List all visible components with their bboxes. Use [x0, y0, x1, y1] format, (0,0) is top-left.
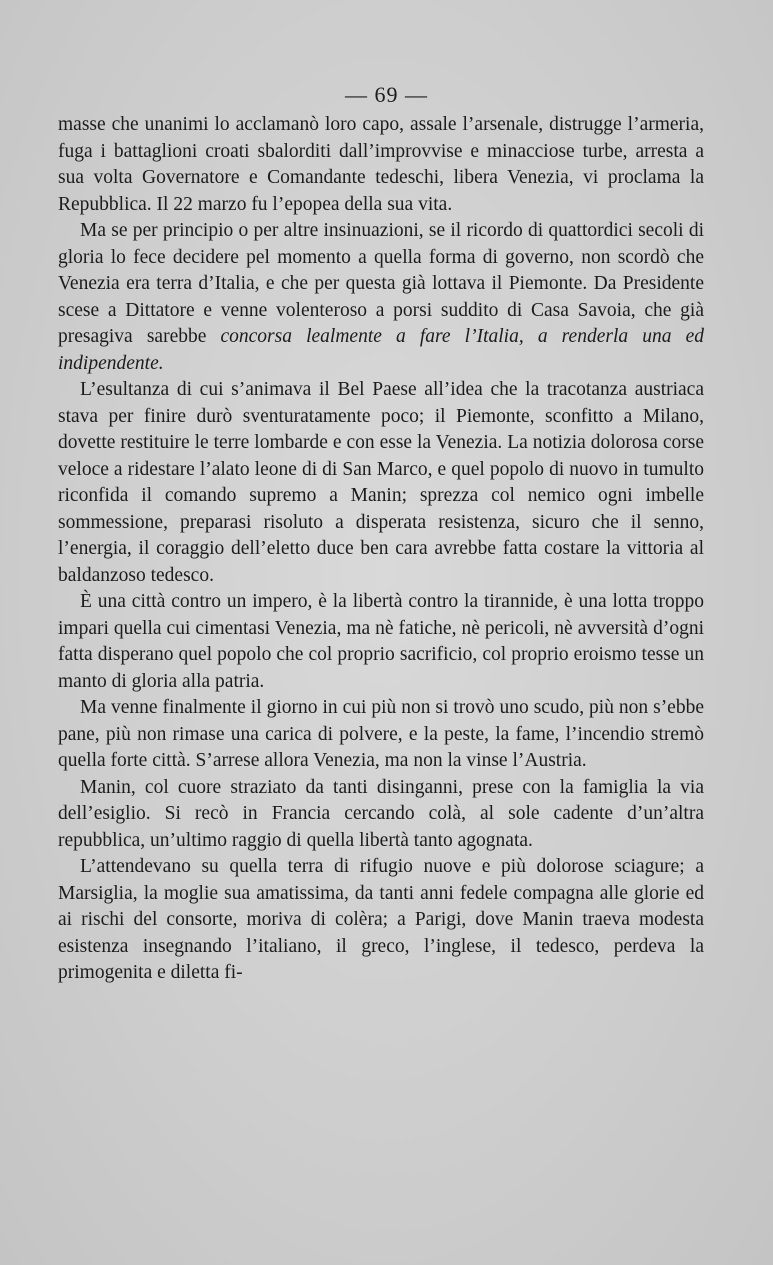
paragraph-2: [58, 218, 704, 377]
paragraph-4: [58, 589, 704, 695]
paragraph-5: [58, 695, 704, 775]
paragraph-1: [58, 112, 704, 218]
paragraph-text: Ma venne finalmente il giorno in cui più non si trovò uno scudo, più non s’ebbe pane, più non rimase una carica di polvere, e la peste, la fame, l’incendio stremò quella forte città. S’arrese allora Venezia, ma non la vinse l’Austria.: [58, 697, 704, 771]
paragraph-6: [58, 775, 704, 855]
text-block: [58, 112, 704, 987]
paragraph-text: L’esultanza di cui s’animava il Bel Paese all’idea che la tracotanza austriaca stava per finire durò sventuratamente poco; il Piemonte, sconfitto a Milano, dovette restituire le terre lombarde e con esse la Venezia. La notizia dolorosa corse veloce a ridestare l’alato leone di di San Marco, e quel popolo di nuovo in tumulto riconfida il comando supremo a Manin; sprezza col nemico ogni imbelle sommessione, preparasi risoluto a disperata resistenza, sicuro che il senno, l’energia, il coraggio dell’eletto duce ben cara avrebbe fatta costare la vittoria al baldanzoso tedesco.: [58, 379, 704, 586]
paragraph-text: È una città contro un impero, è la libertà contro la tirannide, è una lotta troppo impari quella cui cimentasi Venezia, ma nè fatiche, nè pericoli, nè avversità d’ogni fatta disperano quel popolo che col proprio sacrificio, col proprio eroismo tesse un manto di gloria alla patria.: [58, 591, 704, 692]
paragraph-3: [58, 377, 704, 589]
paragraph-text: L’attendevano su quella terra di rifugio nuove e più dolorose sciagure; a Marsiglia, la moglie sua amatissima, da tanti anni fedele compagna alle glorie ed ai rischi del consorte, moriva di colèra; a Parigi, dove Manin traeva modesta esistenza insegnando l’italiano, il greco, l’inglese, il tedesco, perdeva la primogenita e diletta fi-: [58, 856, 704, 983]
paragraph-text: masse che unanimi lo acclamanò loro capo, assale l’arsenale, distrugge l’armeria, fuga i battaglioni croati sbalorditi dall’improvvise e minacciose turbe, arresta a sua volta Governatore e Comandante tedeschi, libera Venezia, vi proclama la Repubblica. Il 22 marzo fu l’epopea della sua vita.: [58, 114, 704, 215]
paragraph-italic-text: concorsa lealmente a fare l’Italia, a renderla una ed indipendente.: [58, 326, 704, 374]
paragraph-text: Manin, col cuore straziato da tanti disinganni, prese con la famiglia la via dell’esiglio. Si recò in Francia cercando colà, al sole cadente d’un’altra repubblica, un’ultimo raggio di quella libertà tanto agognata.: [58, 776, 704, 851]
page-number: — 69 —: [345, 82, 428, 107]
paragraph-text: Ma se per principio o per altre insinuazioni, se il ricordo di quattordici secoli di gloria lo fece decidere pel momento a quella forma di governo, non scordò che Venezia era terra d’Italia, e che per questa già lottava il Piemonte. Da Presidente scese a Dittatore e venne volenteroso a porsi suddito di Casa Savoia, che già presagiva sarebbe: [58, 220, 704, 347]
paragraph-7: [58, 854, 704, 987]
